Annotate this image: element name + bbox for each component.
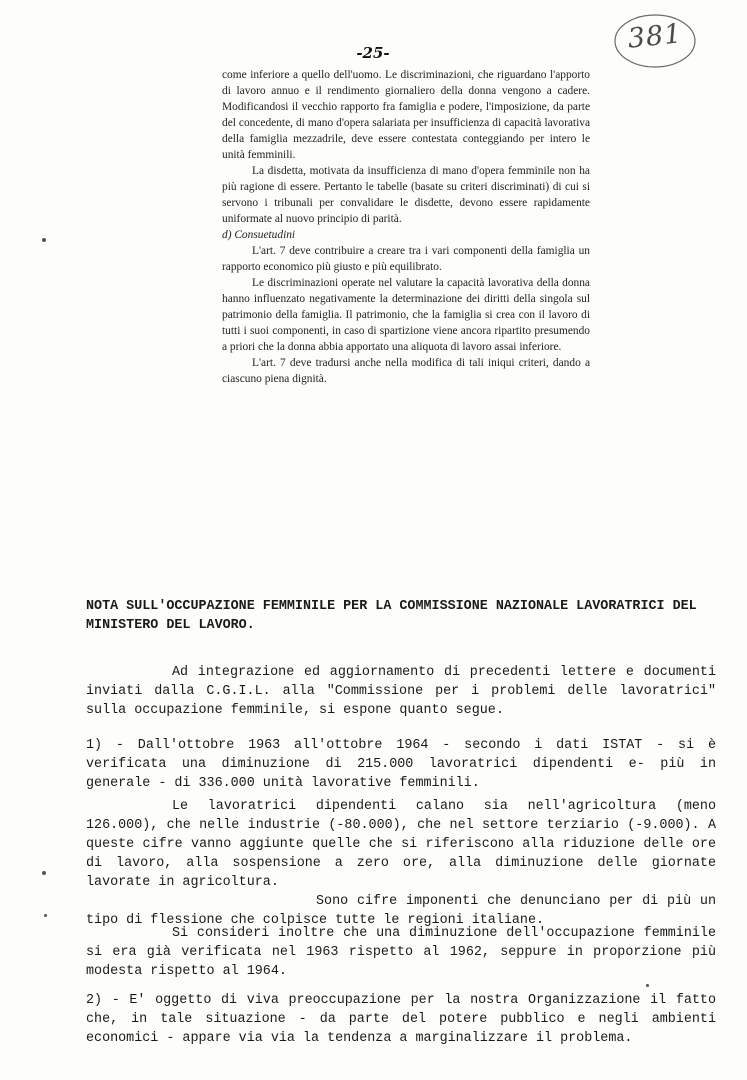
- archive-stamp: [612, 12, 698, 70]
- stamp-number: 381: [626, 18, 684, 55]
- margin-dot-icon: [44, 914, 47, 917]
- note-title-text: NOTA SULL'OCCUPAZIONE FEMMINILE PER LA COMMISSIONE NAZIONALE LAVORATRICI DEL MINISTERO DEL LAVORO.: [86, 599, 697, 633]
- note-title: [86, 597, 716, 635]
- note-paragraph: 2) - E' oggetto di viva preoccupazione per la nostra Organizzazione il fatto che, in tale situazione - da parte del potere pubblico e negli ambienti economici - appare via via la tendenza a marginalizzare il problema.: [86, 993, 716, 1046]
- note-point-2: [86, 991, 716, 1048]
- note-point-1: [86, 736, 716, 793]
- printed-paragraph: Le discriminazioni operate nel valutare la capacità lavorativa della donna hanno influenzato negativamente la determinazione dei diritti della singola sul patrimonio della famiglia. Il patrimonio, che la famiglia si crea con il lavoro di tutti i suoi componenti, in caso di spartizione viene ancora ripartito presumendo a priori che la donna abbia apportato una aliquota di lavoro assai inferiore.: [222, 277, 590, 353]
- printed-paragraph: L'art. 7 deve tradursi anche nella modifica di tali iniqui criteri, dando a ciascuno piena dignità.: [222, 357, 590, 385]
- note-point-1-note: [86, 924, 716, 981]
- note-point-1-detail: [86, 797, 716, 930]
- note-paragraph: Le lavoratrici dipendenti calano sia nell'agricoltura (meno 126.000), che nelle industrie (-80.000), che nel settore terziario (-9.000). A queste cifre vanno aggiunte quelle che si riferiscono alla riduzione delle ore di lavoro, alla sospensione a zero ore, alla diminuzione delle giornate lavorate in agricoltura.: [86, 799, 716, 890]
- note-paragraph: Ad integrazione ed aggiornamento di precedenti lettere e documenti inviati dalla C.G.I.L. alla "Commissione per i problemi delle lavoratrici" sulla occupazione femminile, si espone quanto segue.: [86, 665, 716, 718]
- note-paragraph: Si consideri inoltre che una diminuzione dell'occupazione femminile si era già verificata nel 1963 rispetto al 1962, seppure in proporzione più modesta rispetto al 1964.: [86, 926, 716, 979]
- note-intro: [86, 663, 716, 720]
- note-paragraph: 1) - Dall'ottobre 1963 all'ottobre 1964 - secondo i dati ISTAT - si è verificata una diminuzione di 215.000 lavoratrici dipendenti e- più in generale - di 336.000 unità lavorative femminili.: [86, 738, 716, 791]
- printed-paragraph: La disdetta, motivata da insufficienza di mano d'opera femminile non ha più ragione di essere. Pertanto le tabelle (basate su criteri discriminati) di cui si servono i tribunali per convalidare le disdette, devono essere rapidamente uniformate al nuovo principio di parità.: [222, 165, 590, 225]
- printed-text-block: [222, 67, 590, 387]
- printed-paragraph: L'art. 7 deve contribuire a creare tra i vari componenti della famiglia un rapporto economico più giusto e più equilibrato.: [222, 245, 590, 273]
- printed-paragraph: come inferiore a quello dell'uomo. Le discriminazioni, che riguardano l'apporto di lavoro annuo e il rendimento giornaliero della donna vengono a cadere. Modificandosi il vecchio rapporto fra famiglia e podere, l'imposizione, da parte del concedente, di mano d'opera salariata per insufficienza di capacità lavorativa della famiglia mezzadrile, deve essere contestata conteggiando per intero le unità femminili.: [222, 69, 590, 161]
- printed-subheading: d) Consuetudini: [222, 229, 296, 241]
- page-number: -25-: [356, 44, 390, 62]
- margin-dot-icon: [42, 871, 46, 875]
- margin-dot-icon: [646, 984, 649, 987]
- note-paragraph: Sono cifre imponenti che denunciano per di più un tipo di flessione che colpisce tutte le regioni italiane.: [86, 894, 716, 928]
- margin-dot-icon: [42, 238, 46, 242]
